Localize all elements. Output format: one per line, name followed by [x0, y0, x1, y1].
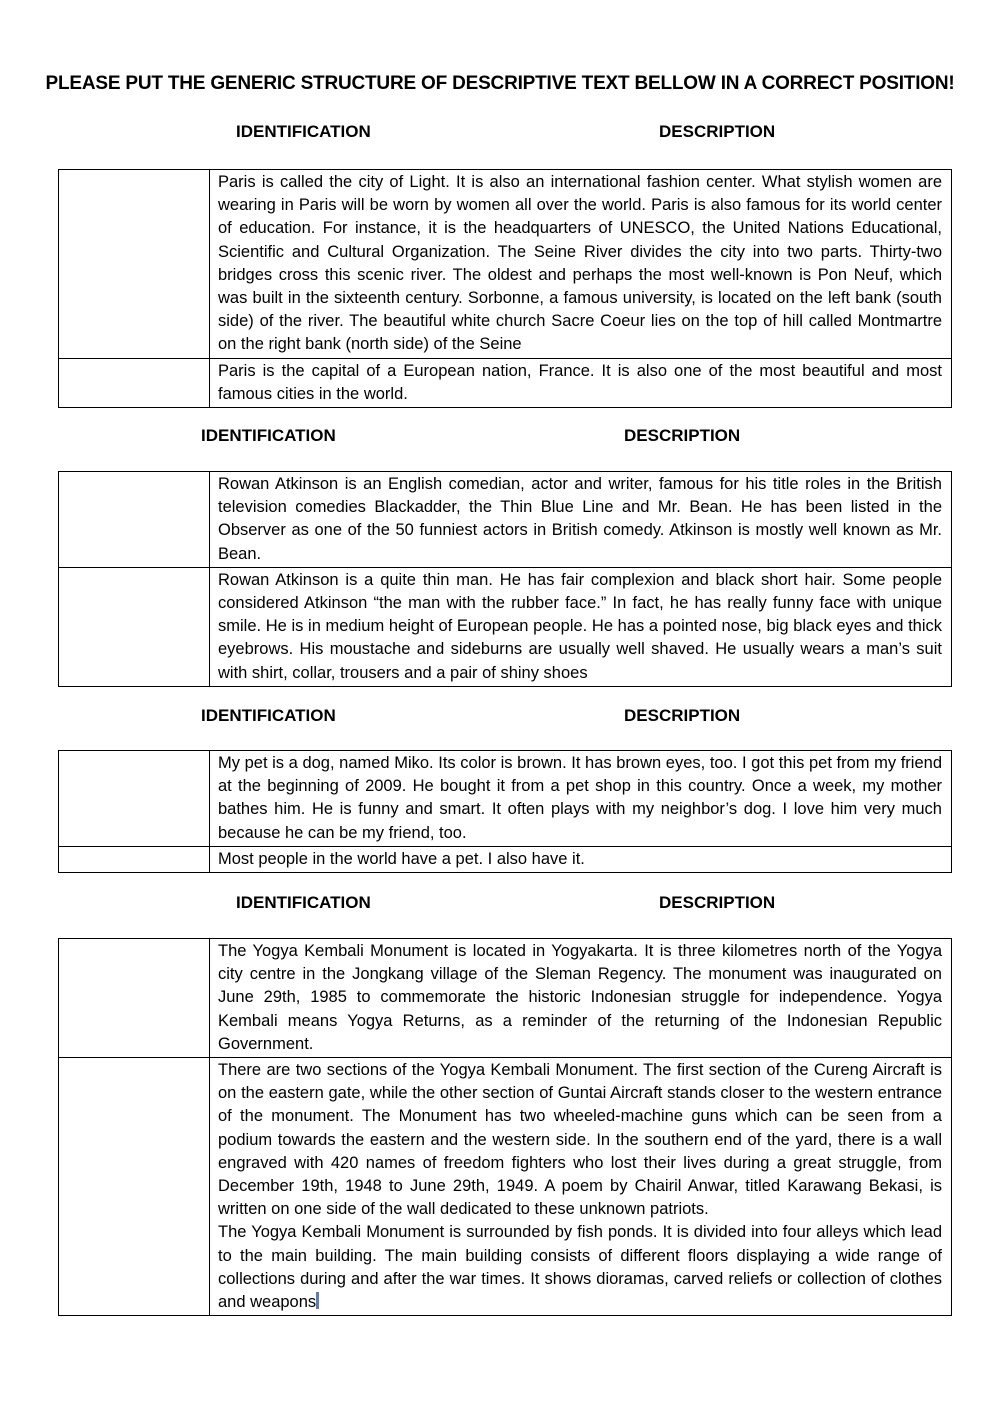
table-row [59, 939, 952, 1058]
description-header-1: DESCRIPTION [659, 122, 776, 141]
text-card[interactable] [210, 472, 952, 568]
exercise-table-2 [58, 471, 952, 687]
exercise-table-1 [58, 169, 952, 408]
text-card[interactable] [210, 751, 952, 847]
table-row [59, 846, 952, 872]
description-header-3: DESCRIPTION [624, 706, 741, 725]
table-row [59, 472, 952, 568]
paragraph: Rowan Atkinson is a quite thin man. He has fair complexion and black short hair. Some people considered Atkinson “the man with the rubber face.” In fact, he has really funny face with unique smile. He is in medium height of European people. He has a pointed nose, big black eyes and thick eyebrows. His moustache and sideburns are usually well shaved. He usually wears a man’s suit with shirt, collar, trousers and a pair of shiny shoes [218, 570, 942, 682]
paragraph: My pet is a dog, named Miko. Its color is brown. It has brown eyes, too. I got this pet from my friend at the beginning of 2009. He bought it from a pet shop in this country. Once a week, my mother bathes him. He is funny and smart. It often plays with my neighbor’s dog. I love him very much because he can be my friend, too. [218, 754, 942, 842]
paragraph: Paris is called the city of Light. It is also an international fashion center. What stylish women are wearing in Paris will be worn by women all over the world. Paris is also famous for its world center of education. For instance, it is the headquarters of UNESCO, the United Nations Educational, Scientific and Cultural Organization. The Seine River divides the city into two parts. Thirty-two bridges cross this scenic river. The oldest and perhaps the most well-known is Pon Neuf, which was built in the sixteenth century. Sorbonne, a famous university, is located on the left bank (south side) of the river. The beautiful white church Sacre Coeur lies on the top of hill called Montmartre on the right bank (north side) of the Seine [218, 173, 942, 354]
paragraph [218, 1221, 942, 1314]
drop-slot[interactable] [59, 567, 210, 686]
description-header-2: DESCRIPTION [624, 426, 741, 445]
drop-slot[interactable] [59, 939, 210, 1058]
paragraph: Most people in the world have a pet. I also have it. [218, 849, 585, 868]
text-card[interactable] [210, 846, 952, 872]
paragraph: The Yogya Kembali Monument is located in Yogyakarta. It is three kilometres north of the Yogya city centre in the Jongkang village of the Sleman Regency. The monument was inaugurated on June 29th, 1985 to commemorate the historic Indonesian struggle for independence. Yogya Kembali means Yogya Returns, as a reminder of the returning of the Indonesian Republic Government. [218, 942, 942, 1053]
table-row [59, 358, 952, 407]
drop-slot[interactable] [59, 1058, 210, 1316]
drop-slot[interactable] [59, 472, 210, 568]
table-row [59, 751, 952, 847]
text-card[interactable] [210, 358, 952, 407]
description-header-4: DESCRIPTION [659, 893, 776, 912]
table-row [59, 170, 952, 359]
exercise-table-4 [58, 938, 952, 1316]
drop-slot[interactable] [59, 846, 210, 872]
identification-header-4: IDENTIFICATION [236, 893, 371, 912]
text-card[interactable] [210, 170, 952, 359]
text-cursor [316, 1292, 319, 1309]
paragraph: Rowan Atkinson is an English comedian, actor and writer, famous for his title roles in the British television comedies Blackadder, the Thin Blue Line and Mr. Bean. He has been listed in the Observer as one of the 50 funniest actors in British comedy. Atkinson is mostly well known as Mr. Bean. [218, 475, 942, 563]
drop-slot[interactable] [59, 751, 210, 847]
identification-header-3: IDENTIFICATION [201, 706, 336, 725]
identification-header-1: IDENTIFICATION [236, 122, 371, 141]
drop-slot[interactable] [59, 170, 210, 359]
table-row [59, 1058, 952, 1316]
paragraph-text: The Yogya Kembali Monument is surrounded by fish ponds. It is divided into four alleys which lead to the main building. The main building consists of different floors displaying a wide range of collections during and after the war times. It shows dioramas, carved reliefs or collection of clothes and weapons [218, 1223, 942, 1312]
table-row [59, 567, 952, 686]
page-title: PLEASE PUT THE GENERIC STRUCTURE OF DESCRIPTIVE TEXT BELLOW IN A CORRECT POSITION! [45, 73, 955, 94]
text-card[interactable] [210, 1058, 952, 1316]
text-card[interactable] [210, 567, 952, 686]
text-card[interactable] [210, 939, 952, 1058]
paragraph: There are two sections of the Yogya Kembali Monument. The first section of the Cureng Aircraft is on the eastern gate, while the other section of Guntai Aircraft stands closer to the western entrance of the monument. The Monument has two wheeled-machine guns which can be seen from a podium towards the eastern and the western side. In the southern end of the yard, there is a wall engraved with 420 names of freedom fighters who lost their lives during a great struggle, from December 19th, 1948 to June 29th, 1949. A poem by Chairil Anwar, titled Karawang Bekasi, is written on one side of the wall dedicated to these unknown patriots. [218, 1061, 942, 1219]
exercise-table-3 [58, 750, 952, 873]
identification-header-2: IDENTIFICATION [201, 426, 336, 445]
drop-slot[interactable] [59, 358, 210, 407]
paragraph: Paris is the capital of a European nation, France. It is also one of the most beautiful and most famous cities in the world. [218, 361, 942, 403]
